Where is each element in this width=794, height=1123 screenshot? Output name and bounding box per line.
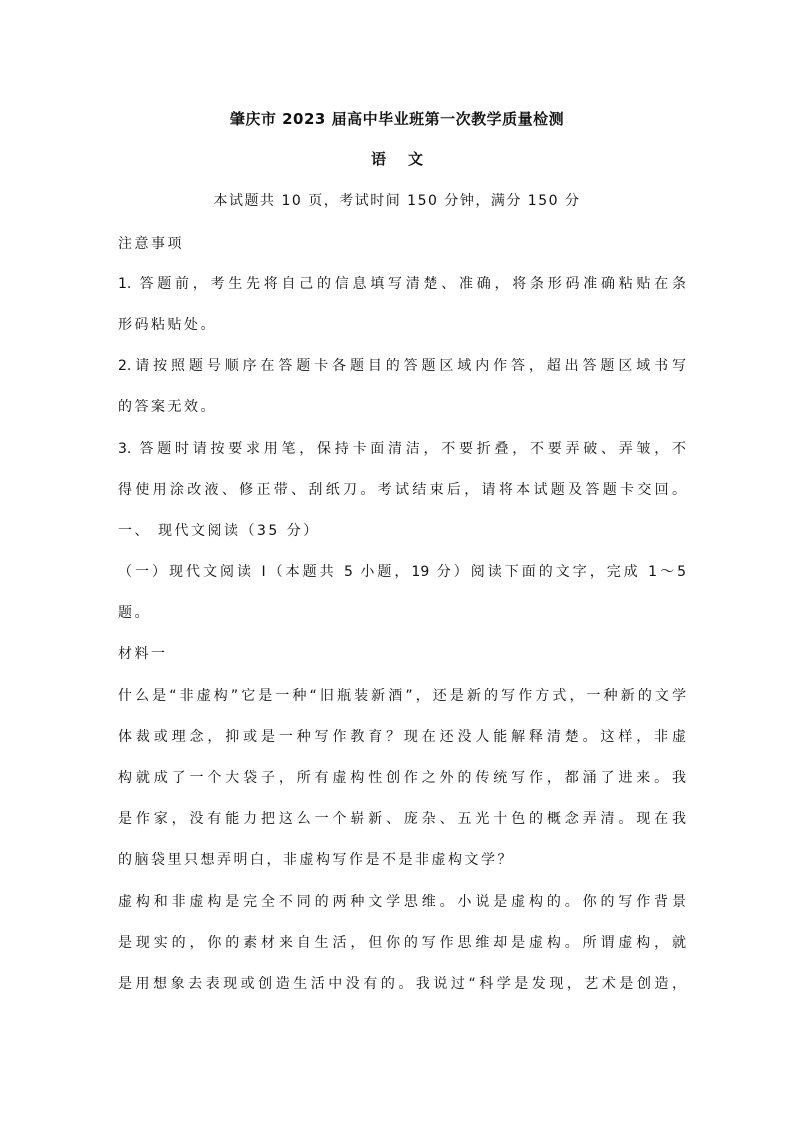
notes-line: 1. 答题前，考生先将自己的信息填写清楚、准确，将条形码准确粘贴在条 [118,276,686,292]
notes-heading: 注意事项 [118,236,184,252]
material-line: 的脑袋里只想弄明白，非虚构写作是不是非虚构文学？ [118,852,514,868]
notes-line: 得使用涂改液、修正带、刮纸刀。考试结束后，请将本试题及答题卡交回。 [118,482,686,498]
exam-title: 肇庆市 2023 届高中毕业班第一次教学质量检测 [229,110,565,128]
part-line: 题。 [118,605,151,621]
material-line: 是作家，没有能力把这么一个崭新、庞杂、五光十色的概念弄清。现在我 [118,811,686,827]
subject-title: 语文 [370,150,445,168]
notes-line: 的答案无效。 [118,399,217,415]
notes-line: 3. 答题时请按要求用笔，保持卡面清洁，不要折叠，不要弄破、弄皱，不 [118,441,686,457]
material-line: 构就成了一个大袋子，所有虚构性创作之外的传统写作，都涌了进来。我 [118,770,686,786]
part-line: （一）现代文阅读 I（本题共 5 小题，19 分）阅读下面的文字，完成 1～5 [118,564,686,580]
material-line: 体裁或理念，抑或是一种写作教育？现在还没人能解释清楚。这样，非虚 [118,729,686,745]
material-line: 什么是“非虚构”它是一种“旧瓶装新酒”，还是新的写作方式，一种新的文学 [118,688,686,704]
notes-line: 2.请按照题号顺序在答题卡各题目的答题区域内作答，超出答题区域书写 [118,358,686,374]
section-heading: 一、 现代文阅读（35 分） [118,523,320,539]
material-label: 材料一 [118,646,168,662]
material-line: 虚构和非虚构是完全不同的两种文学思维。小说是虚构的。你的写作背景 [118,894,686,910]
material-line: 是用想象去表现或创造生活中没有的。我说过“科学是发现，艺术是创造， [118,976,686,992]
notes-line: 形码粘贴处。 [118,317,217,333]
exam-info: 本试题共 10 页，考试时间 150 分钟，满分 150 分 [213,193,581,209]
material-line: 是现实的，你的素材来自生活，但你的写作思维却是虚构。所谓虚构，就 [118,935,686,951]
